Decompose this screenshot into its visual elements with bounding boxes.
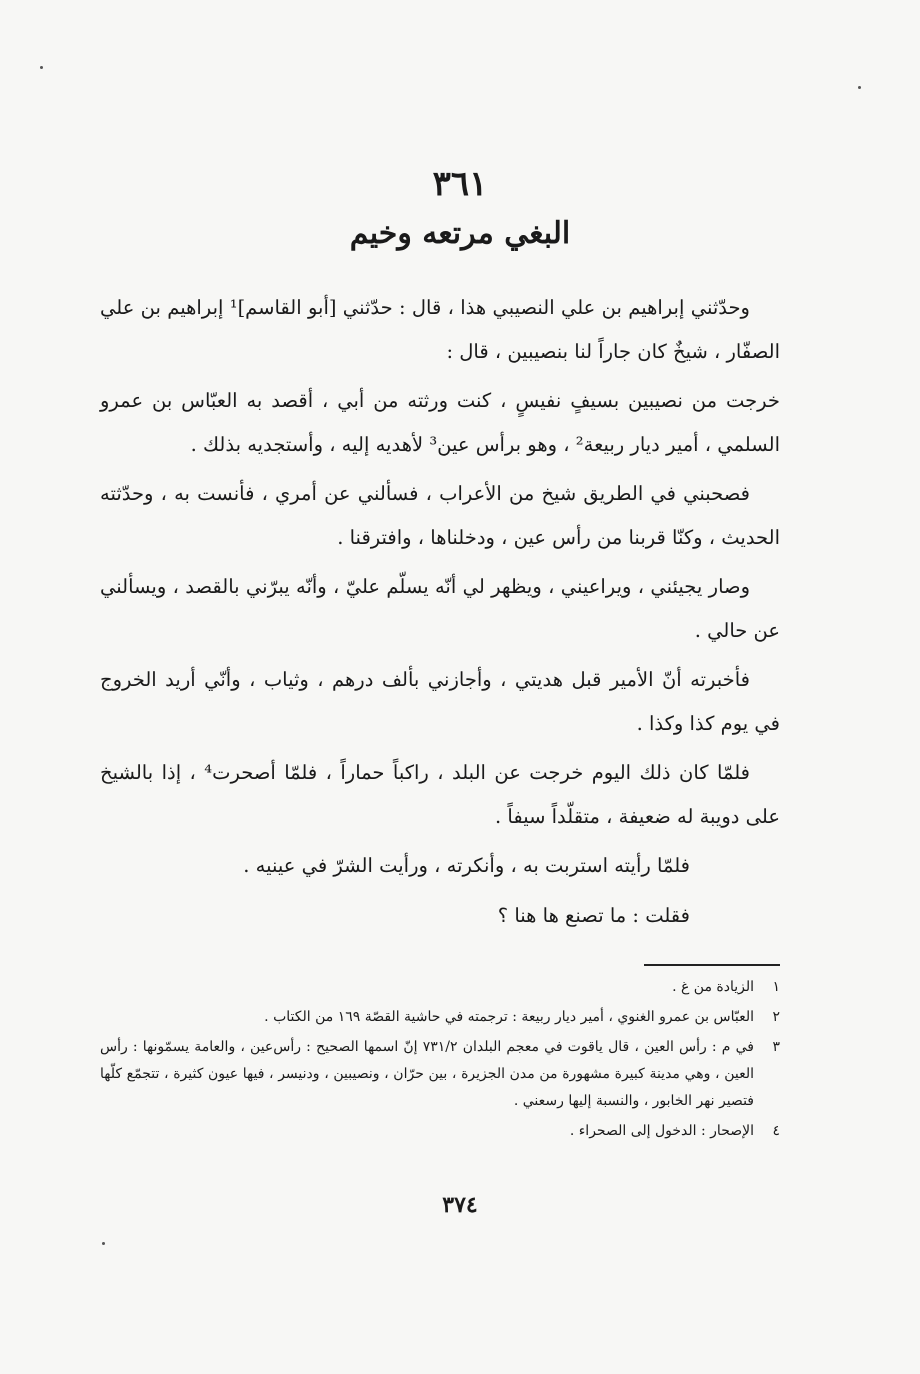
footnote-item [100,1118,780,1145]
paragraph: فصحبني في الطريق شيخ من الأعراب ، فسألني عن أمري ، فأنست به ، وحدّثته الحديث ، وكنّا قربنا من رأس عين ، ودخلناها ، وافترقنا . [100,482,780,549]
story-title: البغي مرتعه وخيم [349,216,571,251]
footnote-number: ٤ [772,1123,780,1139]
footnote-text: الإصحار : الدخول إلى الصحراء . [569,1123,754,1139]
footnote-item [100,1034,780,1115]
footnote-divider [644,964,780,966]
footnote-item [100,974,780,1001]
paragraph: خرجت من نصيبين بسيفٍ نفيسٍ ، كنت ورثته من أبي ، أقصد به العبّاس بن عمرو السلمي ، أمير ديار ربيعة² ، وهو برأس عين³ لأهديه إليه ، وأستجديه بذلك . [100,389,780,456]
scan-speck [40,66,43,69]
footnotes [100,974,780,1148]
scan-speck [102,1242,105,1245]
paragraph: فقلت : ما تصنع ها هنا ؟ [497,903,690,927]
footnote-number: ١ [772,979,780,995]
footnote-item [100,1004,780,1031]
story-number: ٣٦١ [432,164,488,204]
paragraph: وصار يجيئني ، ويراعيني ، ويظهر لي أنّه يسلّم عليّ ، وأنّه يبرّني بالقصد ، ويسألني عن حالي . [100,575,780,642]
footnote-text: العبّاس بن عمرو الغنوي ، أمير ديار ربيعة : ترجمته في حاشية القصّة ١٦٩ من الكتاب . [264,1009,754,1025]
story-body [100,286,780,943]
page-number: ٣٧٤ [442,1192,478,1218]
paragraph: فلمّا كان ذلك اليوم خرجت عن البلد ، راكباً حماراً ، فلمّا أصحرت⁴ ، إذا بالشيخ على دويبة له ضعيفة ، متقلّداً سيفاً . [100,761,780,828]
footnote-number: ٣ [772,1039,780,1055]
footnote-number: ٢ [772,1009,780,1025]
paragraph: فلمّا رأيته استربت به ، وأنكرته ، ورأيت الشرّ في عينيه . [243,854,690,877]
paragraph: فأخبرته أنّ الأمير قبل هديتي ، وأجازني بألف درهم ، وثياب ، وأنّي أريد الخروج في يوم كذا وكذا . [100,668,780,735]
footnote-text: الزيادة من غ . [672,979,754,995]
footnote-text: في م : رأس العين ، قال ياقوت في معجم البلدان ٧٣١/٢ إنّ اسمها الصحيح : رأس‌عين ، والعامة يسمّونها : رأس العين ، وهي مدينة كبيرة مشهورة من مدن الجزيرة ، بين حرّان ، ونصيبين ، ودنيسر ، فيها عيون كثيرة ، تتجمّع كلّها فتصير نهر الخابور ، والنسبة إليها رسعني . [100,1039,754,1109]
scan-speck [858,86,861,89]
paragraph: وحدّثني إبراهيم بن علي النصيبي هذا ، قال : حدّثني [أبو القاسم]¹ إبراهيم بن علي الصفّار ، شيخٌ كان جاراً لنا بنصيبين ، قال : [100,296,780,363]
